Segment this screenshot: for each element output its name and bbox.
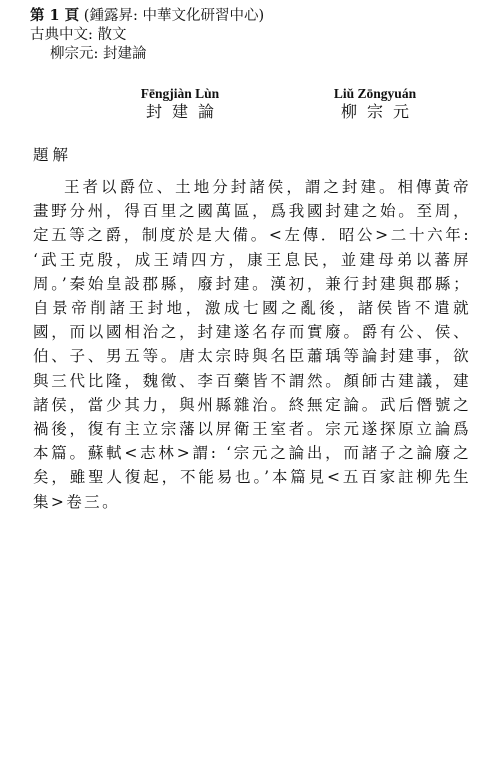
body-paragraph: 王者以爵位、土地分封諸侯，謂之封建。相傳黃帝畫野分州，得百里之國萬區，爲我國封建之始。至周，定五等之爵，制度於是大備。<左傳．昭公>二十六年: ‘武王克殷，成王靖四方，康王息民，並建母弟以蕃屏周。’秦始皇設郡縣，廢封建。漢初，兼行封建與郡縣；自景帝削諸王封地，激成七國之亂後，諸侯皆不遣就國，而以國相治之，封建遂名存而實廢。爵有公、侯、伯、子、男五等。唐太宗時與名臣蕭瑀等論封建事，欲與三代比隆，魏徵、李百藥皆不謂然。顏師古建議，建諸侯，當少其力，與州縣雜治。終無定論。武后僭號之禍後，復有主立宗藩以屏衛王室者。宗元遂探原立論爲本篇。蘇軾<志林>謂: ‘宗元之論出，而諸子之論廢之矣，雖聖人復起，不能易也。’本篇見<五百家註柳先生集>卷三。 [33,178,471,511]
body-text [33,175,471,514]
author-block [320,86,430,122]
header-work: 柳宗元: 封建論 [50,46,147,62]
header-page-number: 第 1 頁 [30,7,80,24]
title-hanzi: 封建論 [145,102,224,121]
title-pinyin: Fēngjiàn Lùn [140,86,220,101]
page-header [30,6,264,64]
author-pinyin: Liǔ Zōngyuán [333,86,417,101]
header-page-line [30,6,264,26]
section-heading: 題解 [33,146,73,164]
header-category: 古典中文: 散文 [30,27,127,43]
author-hanzi: 柳宗元 [340,102,419,121]
title-block [125,86,235,122]
header-source: (鍾露昇: 中華文化研習中心) [79,8,265,24]
